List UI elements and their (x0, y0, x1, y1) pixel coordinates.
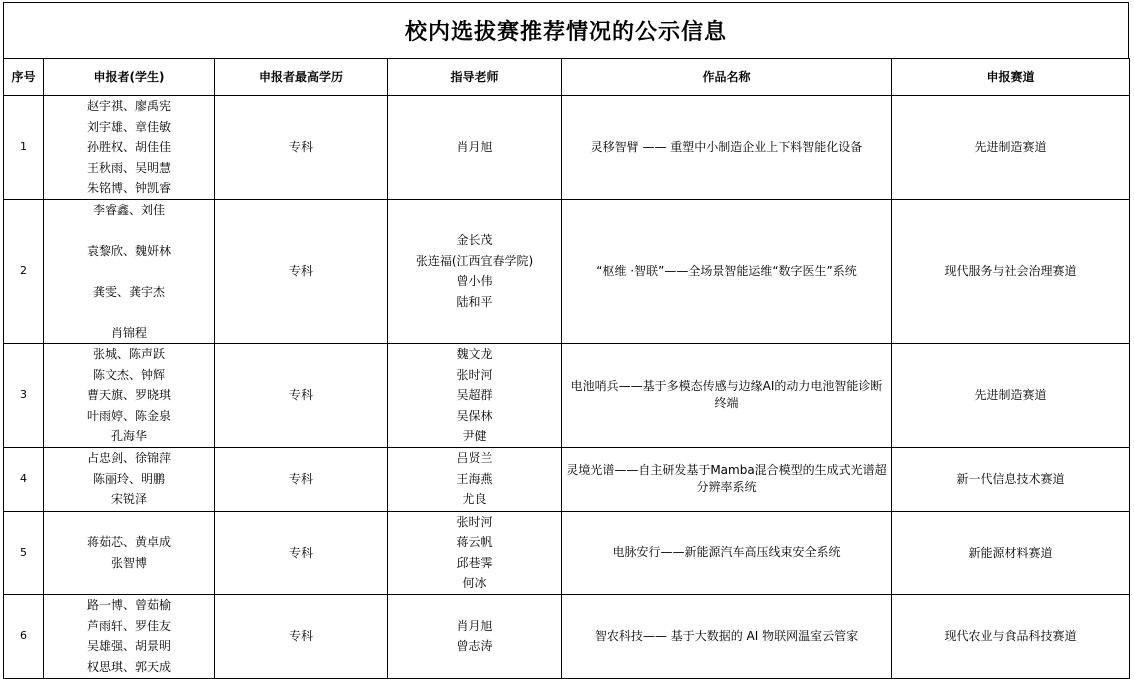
students-cell (44, 511, 215, 594)
degree-cell: 专科 (215, 511, 388, 594)
teacher-name: 吴保林 (456, 408, 493, 423)
track-cell: 现代农业与食品科技赛道 (892, 594, 1130, 678)
row-number: 3 (4, 344, 44, 448)
student-names: 袁黎欣、魏妍林 (86, 243, 171, 258)
teacher-name: 张时河 (456, 367, 493, 382)
notice-table (3, 58, 1130, 679)
teacher-name: 肖月旭 (456, 140, 493, 154)
work-title-cell: 灵境光谱——自主研发基于Mamba混合模型的生成式光谱超分辨率系统 (562, 447, 892, 511)
students-cell (44, 594, 215, 678)
student-names: 刘宇雄、章佳敏 (86, 119, 171, 134)
degree-cell: 专科 (215, 199, 388, 344)
teacher-name: 陆和平 (456, 294, 493, 309)
student-names: 龚雯、龚宇杰 (92, 284, 165, 299)
teacher-name: 蒋云帆 (456, 535, 493, 549)
teachers-cell (388, 594, 562, 678)
students-cell (44, 199, 215, 344)
teachers-cell (388, 511, 562, 594)
row-number: 4 (4, 447, 44, 511)
student-names: 张智博 (110, 555, 147, 570)
student-names: 张城、陈声跃 (92, 347, 165, 361)
notice-sheet (3, 2, 1129, 679)
student-names: 宋锐泽 (110, 492, 147, 507)
teacher-name: 曾志涛 (456, 639, 493, 653)
row-number: 1 (4, 96, 44, 200)
student-names: 赵宇祺、廖禹宪 (86, 99, 171, 113)
student-names (44, 220, 214, 241)
teacher-name: 曾小伟 (456, 274, 493, 289)
work-title-cell: 电池哨兵——基于多模态传感与边缘AI的动力电池智能诊断终端 (562, 344, 892, 448)
table-row (4, 511, 1130, 594)
work-title-cell: 灵移智臂 —— 重塑中小制造企业上下料智能化设备 (562, 96, 892, 200)
row-number: 2 (4, 199, 44, 344)
degree-cell: 专科 (215, 447, 388, 511)
table-row (4, 96, 1130, 200)
student-names: 陈丽玲、明鹏 (92, 471, 165, 486)
teacher-name: 张连福(江西宜春学院) (415, 253, 534, 268)
teachers-cell (388, 199, 562, 344)
header-row (4, 59, 1130, 96)
work-title-cell: “枢维 ·智联”——全场景智能运维“数字医生”系统 (562, 199, 892, 344)
teachers-cell (388, 447, 562, 511)
student-names: 王秋雨、吴明慧 (86, 160, 171, 175)
track-cell: 新能源材料赛道 (892, 511, 1130, 594)
teacher-name: 何冰 (462, 576, 487, 590)
teacher-name: 王海燕 (456, 471, 493, 486)
student-names: 吴雄强、胡景明 (86, 639, 171, 653)
students-cell (44, 96, 215, 200)
student-names: 孙胜权、胡佳佳 (86, 140, 171, 154)
student-names: 叶雨婷、陈金泉 (86, 408, 171, 423)
student-names: 蒋茹芯、黄卓成 (86, 535, 171, 549)
table-row (4, 199, 1130, 344)
teacher-name: 吴超群 (456, 388, 493, 402)
teacher-name: 张时河 (456, 514, 493, 529)
teachers-cell (388, 96, 562, 200)
teacher-name: 尤良 (462, 492, 487, 507)
student-names: 曹天旗、罗晓琪 (86, 388, 171, 402)
degree-cell: 专科 (215, 344, 388, 448)
track-cell: 新一代信息技术赛道 (892, 447, 1130, 511)
student-names: 权思琪、郭天成 (86, 659, 171, 674)
teacher-name: 魏文龙 (456, 347, 493, 361)
degree-cell: 专科 (215, 594, 388, 678)
page-title: 校内选拔赛推荐情况的公示信息 (3, 2, 1129, 58)
student-names: 陈文杰、钟辉 (92, 367, 165, 382)
work-title-cell: 智农科技—— 基于大数据的 AI 物联网温室云管家 (562, 594, 892, 678)
header-track: 申报赛道 (892, 59, 1130, 96)
student-names: 朱铭博、钟凯睿 (86, 181, 171, 195)
table-row (4, 344, 1130, 448)
teachers-cell (388, 344, 562, 448)
student-names (44, 261, 214, 282)
header-teachers: 指导老师 (388, 59, 562, 96)
track-cell: 现代服务与社会治理赛道 (892, 199, 1130, 344)
teacher-name: 肖月旭 (456, 618, 493, 633)
student-names: 孔海华 (110, 429, 147, 443)
header-no: 序号 (4, 59, 44, 96)
students-cell (44, 447, 215, 511)
student-names: 芦雨轩、罗佳友 (86, 618, 171, 633)
teacher-name: 吕贤兰 (456, 451, 493, 466)
teacher-name: 邱巷霁 (456, 555, 493, 570)
teacher-name: 金长茂 (456, 233, 493, 248)
students-cell (44, 344, 215, 448)
row-number: 5 (4, 511, 44, 594)
table-row (4, 447, 1130, 511)
student-names: 李睿鑫、刘佳 (92, 202, 165, 217)
row-number: 6 (4, 594, 44, 678)
track-cell: 先进制造赛道 (892, 344, 1130, 448)
header-degree: 申报者最高学历 (215, 59, 388, 96)
student-names: 占忠剑、徐锦萍 (86, 451, 171, 466)
header-work: 作品名称 (562, 59, 892, 96)
work-title-cell: 电脉安行——新能源汽车高压线束安全系统 (562, 511, 892, 594)
student-names: 路一博、曾茹榆 (86, 598, 171, 612)
teacher-name: 尹健 (462, 429, 487, 443)
table-row (4, 594, 1130, 678)
header-students: 申报者(学生) (44, 59, 215, 96)
degree-cell: 专科 (215, 96, 388, 200)
student-names: 肖锦程 (110, 325, 147, 340)
student-names (44, 302, 214, 323)
track-cell: 先进制造赛道 (892, 96, 1130, 200)
